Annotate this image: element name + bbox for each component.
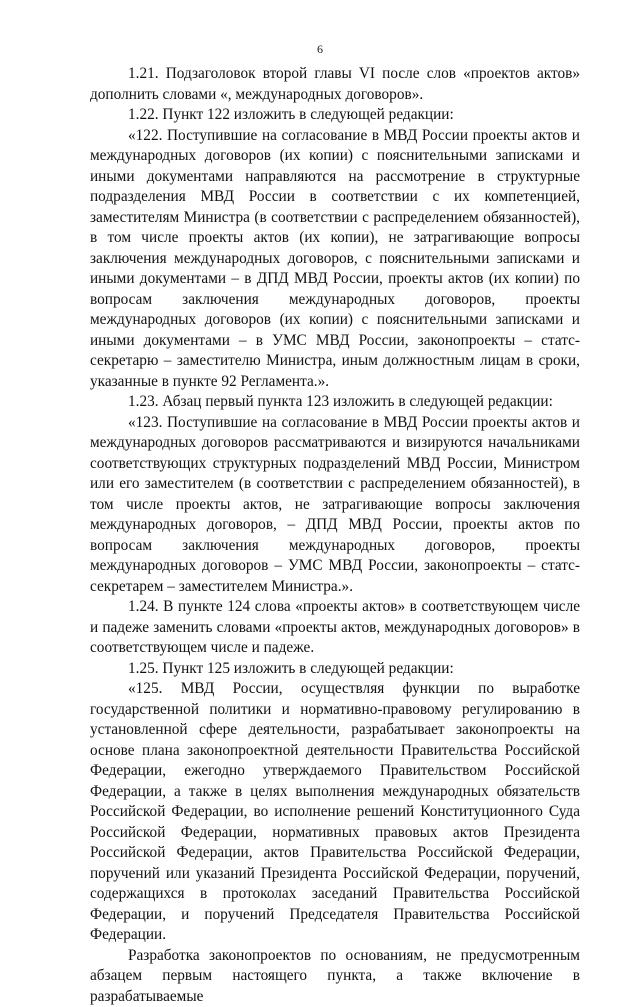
paragraph-125-text: «125. МВД России, осуществляя функции по выработке государственной политики и нормативно-правовому регулированию в установленной сфере деятельности, разрабатывает законопроекты на основе плана законопроектной деятельности Правительства Российской Федерации, ежегодно утверждаемого Правительством Российской Федерации, а также в целях выполнения международных обязательств Российской Федерации, во исполнение решений Конституционного Суда Российской Федерации, нормативных правовых актов Президента Российской Федерации, актов Правительства Российской Федерации, поручений или указаний Президента Российской Федерации, поручений, содержащихся в протоколах заседаний Правительства Российской Федерации, и поручений Председателя Правительства Российской Федерации. (90, 679, 580, 946)
paragraph-125-continuation: Разработка законопроектов по основаниям, не предусмотренным абзацем первым настоящего пункта, а также включение в разрабатываемые (90, 946, 580, 1007)
paragraph-1-24: 1.24. В пункте 124 слова «проекты актов» в соответствующем числе и падеже заменить словами «проекты актов, международных договоров» в соответствующем числе и падеже. (90, 597, 580, 659)
paragraph-122-text: «122. Поступившие на согласование в МВД России проекты актов и международных договоров (их копии) с пояснительными записками и иными документами направляются на рассмотрение в структурные подразделения МВД России в соответствии с их компетенцией, заместителям Министра (в соответствии с распределением обязанностей), в том числе проекты актов (их копии), не затрагивающие вопросы заключения международных договоров, с пояснительными записками и иными документами – в ДПД МВД России, проекты актов (их копии) по вопросам заключения международных договоров, проекты международных договоров (их копии) с пояснительными записками и иными документами – в УМС МВД России, законопроекты – статс-секретарю – заместителю Министра, иным должностным лицам в сроки, указанные в пункте 92 Регламента.». (90, 126, 580, 393)
document-body (90, 64, 580, 1007)
paragraph-1-21: 1.21. Подзаголовок второй главы VI после слов «проектов актов» дополнить словами «, международных договоров». (90, 64, 580, 105)
paragraph-1-25: 1.25. Пункт 125 изложить в следующей редакции: (90, 659, 580, 680)
paragraph-1-22: 1.22. Пункт 122 изложить в следующей редакции: (90, 105, 580, 126)
page-number: 6 (0, 42, 640, 57)
paragraph-1-23: 1.23. Абзац первый пункта 123 изложить в следующей редакции: (90, 392, 580, 413)
paragraph-123-text: «123. Поступившие на согласование в МВД России проекты актов и международных договоров рассматриваются и визируются начальниками соответствующих структурных подразделений МВД России, Министром или его заместителем (в соответствии с распределением обязанностей), в том числе проекты актов, не затрагивающие вопросы заключения международных договоров, – ДПД МВД России, проекты актов по вопросам заключения международных договоров, проекты международных договоров – УМС МВД России, законопроекты – статс-секретарем – заместителем Министра.». (90, 413, 580, 598)
